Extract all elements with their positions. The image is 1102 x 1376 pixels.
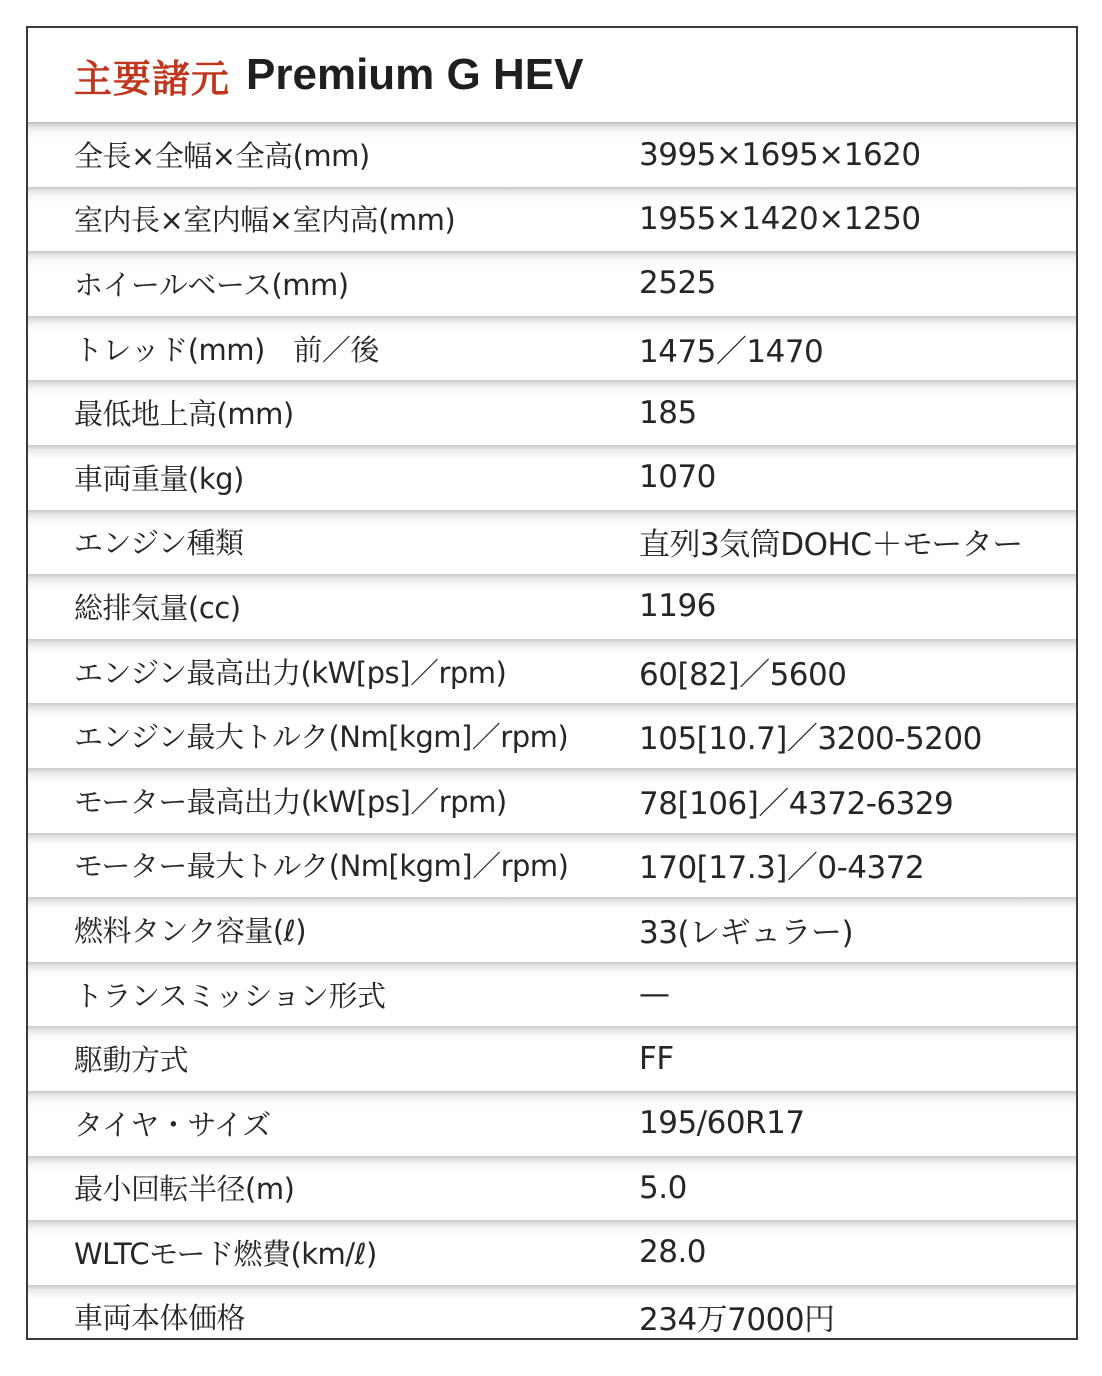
spec-label: 燃料タンク容量(ℓ) (74, 913, 307, 948)
spec-label: エンジン種類 (74, 526, 244, 561)
title-main-specs: 主要諸元 (74, 56, 231, 101)
spec-label: ホイールベース(mm) (74, 267, 349, 302)
spec-row (28, 962, 1076, 1027)
spec-row (28, 574, 1076, 639)
spec-label: モーター最高出力(kW[ps]／rpm) (74, 784, 507, 819)
spec-label: 全長×全幅×全高(mm) (74, 139, 370, 174)
spec-value: 170[17.3]／0-4372 (639, 850, 925, 887)
spec-row (28, 1026, 1076, 1091)
spec-label: 車両本体価格 (74, 1301, 246, 1336)
spec-row (28, 897, 1076, 962)
spec-label: 最低地上高(mm) (74, 397, 294, 432)
spec-label: 総排気量(cc) (74, 590, 241, 625)
spec-label: エンジン最大トルク(Nm[kgm]／rpm) (74, 720, 569, 755)
spec-label: エンジン最高出力(kW[ps]／rpm) (74, 655, 507, 690)
spec-row (28, 122, 1076, 187)
spec-row (28, 1156, 1076, 1221)
spec-value: 234万7000円 (639, 1302, 835, 1339)
spec-label: トランスミッション形式 (74, 978, 386, 1013)
spec-table (26, 26, 1078, 1340)
spec-row (28, 445, 1076, 510)
spec-value: 28.0 (639, 1234, 707, 1271)
spec-row (28, 768, 1076, 833)
spec-value: 78[106]／4372-6329 (639, 785, 954, 822)
spec-value: 105[10.7]／3200-5200 (639, 721, 982, 758)
spec-row (28, 187, 1076, 252)
spec-label: 駆動方式 (74, 1043, 189, 1078)
spec-row (28, 316, 1076, 381)
spec-value: 195/60R17 (639, 1105, 805, 1142)
spec-value: 1475／1470 (639, 333, 824, 370)
spec-value: 2525 (639, 265, 716, 302)
spec-row (28, 1220, 1076, 1285)
spec-label: 室内長×室内幅×室内高(mm) (74, 203, 456, 238)
spec-value: 直列3気筒DOHC＋モーター (639, 527, 1023, 564)
spec-value: 1070 (639, 459, 716, 496)
spec-label: トレッド(mm) 前／後 (74, 332, 379, 367)
spec-row (28, 380, 1076, 445)
title-model-name: Premium G HEV (246, 50, 584, 99)
spec-label: 車両重量(kg) (74, 461, 244, 496)
spec-row (28, 1285, 1076, 1340)
spec-label: 最小回転半径(m) (74, 1172, 295, 1207)
spec-row (28, 639, 1076, 704)
spec-value: 60[82]／5600 (639, 656, 847, 693)
spec-value: 33(レギュラー) (639, 914, 854, 951)
spec-value: 1955×1420×1250 (639, 200, 921, 237)
spec-value: 185 (639, 394, 697, 431)
spec-label: モーター最大トルク(Nm[kgm]／rpm) (74, 849, 569, 884)
spec-row (28, 1091, 1076, 1156)
spec-value: 3995×1695×1620 (639, 136, 921, 173)
spec-row (28, 510, 1076, 575)
spec-label: WLTCモード燃費(km/ℓ) (74, 1236, 377, 1271)
spec-value: 1196 (639, 588, 716, 625)
spec-value: FF (639, 1040, 674, 1077)
spec-row (28, 833, 1076, 898)
spec-value: 5.0 (639, 1169, 687, 1206)
spec-row (28, 251, 1076, 316)
spec-rows (28, 122, 1076, 1340)
spec-header (28, 28, 1076, 122)
spec-row (28, 703, 1076, 768)
spec-label: タイヤ・サイズ (74, 1107, 271, 1142)
spec-value: — (639, 976, 670, 1013)
